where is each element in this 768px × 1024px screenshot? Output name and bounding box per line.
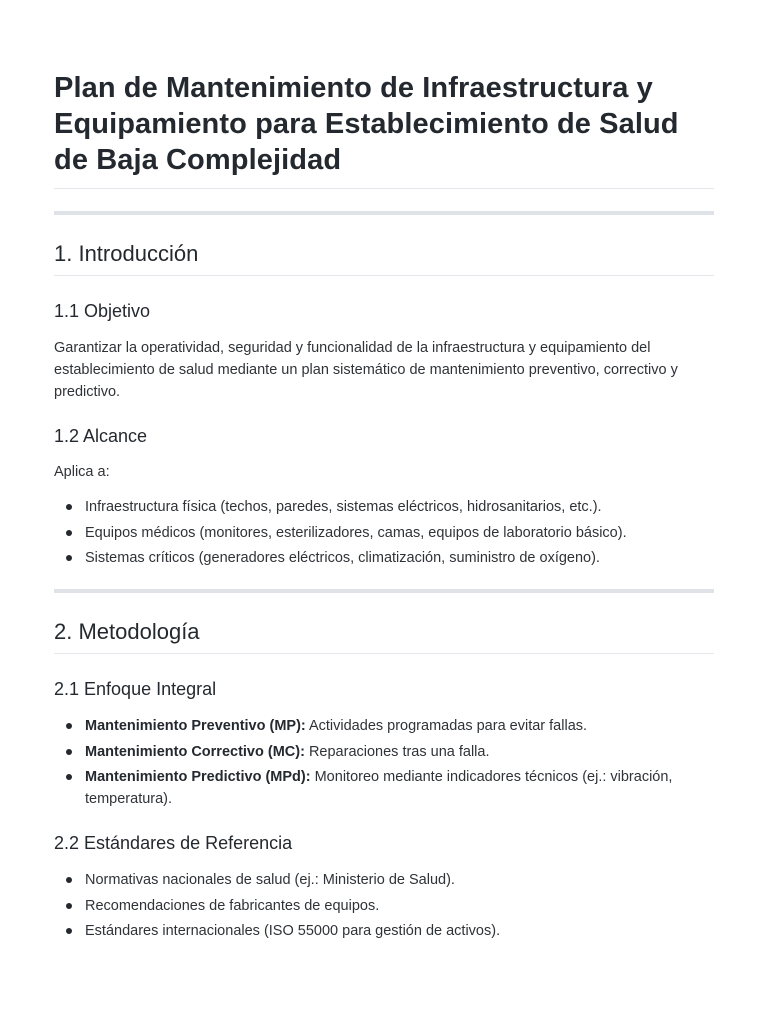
- scope-paragraph: Aplica a:: [54, 464, 110, 480]
- bullet-icon: [66, 774, 72, 780]
- bullet-icon: [66, 504, 72, 510]
- bullet-icon: [66, 928, 72, 934]
- section-heading: 2. Metodología: [54, 617, 714, 654]
- objective-paragraph: Garantizar la operatividad, seguridad y funcionalidad de la infraestructura y equipamiento del establecimiento de salud mediante un plan sistemático de mantenimiento preventivo, correctivo y predictivo.: [54, 340, 678, 400]
- list-item: Equipos médicos (monitores, esterilizadores, camas, equipos de laboratorio básico).: [54, 522, 714, 544]
- bullet-icon: [66, 903, 72, 909]
- bullet-icon: [66, 749, 72, 755]
- section-divider: [54, 589, 714, 593]
- list-item: Mantenimiento Predictivo (MPd): Monitoreo mediante indicadores técnicos (ej.: vibración, temperatura).: [54, 766, 714, 810]
- list-item: Normativas nacionales de salud (ej.: Ministerio de Salud).: [54, 869, 714, 891]
- list-item: Estándares internacionales (ISO 55000 para gestión de activos).: [54, 920, 714, 942]
- subsection-heading: 1.2 Alcance: [54, 426, 148, 446]
- list-item: Infraestructura física (techos, paredes, sistemas eléctricos, hidrosanitarios, etc.).: [54, 496, 714, 518]
- list-item: Sistemas críticos (generadores eléctricos, climatización, suministro de oxígeno).: [54, 547, 714, 569]
- standards-list: [54, 869, 714, 942]
- bullet-icon: [66, 555, 72, 561]
- subsection-heading: 2.2 Estándares de Referencia: [54, 833, 293, 853]
- document-title: Plan de Mantenimiento de Infraestructura y Equipamiento para Establecimiento de Salud de Baja Complejidad: [54, 70, 714, 189]
- approach-list: [54, 715, 714, 810]
- bullet-icon: [66, 723, 72, 729]
- section-metodologia: [54, 617, 714, 942]
- list-item: Mantenimiento Preventivo (MP): Actividades programadas para evitar fallas.: [54, 715, 714, 737]
- document-page: [54, 0, 714, 942]
- section-heading: 1. Introducción: [54, 239, 714, 276]
- subsection-heading: 1.1 Objetivo: [54, 301, 151, 321]
- list-item: Recomendaciones de fabricantes de equipos.: [54, 895, 714, 917]
- list-item: Mantenimiento Correctivo (MC): Reparaciones tras una falla.: [54, 741, 714, 763]
- bullet-icon: [66, 530, 72, 536]
- subsection-heading: 2.1 Enfoque Integral: [54, 679, 217, 699]
- section-introduccion: [54, 239, 714, 569]
- section-divider: [54, 211, 714, 215]
- scope-list: [54, 496, 714, 569]
- bullet-icon: [66, 877, 72, 883]
